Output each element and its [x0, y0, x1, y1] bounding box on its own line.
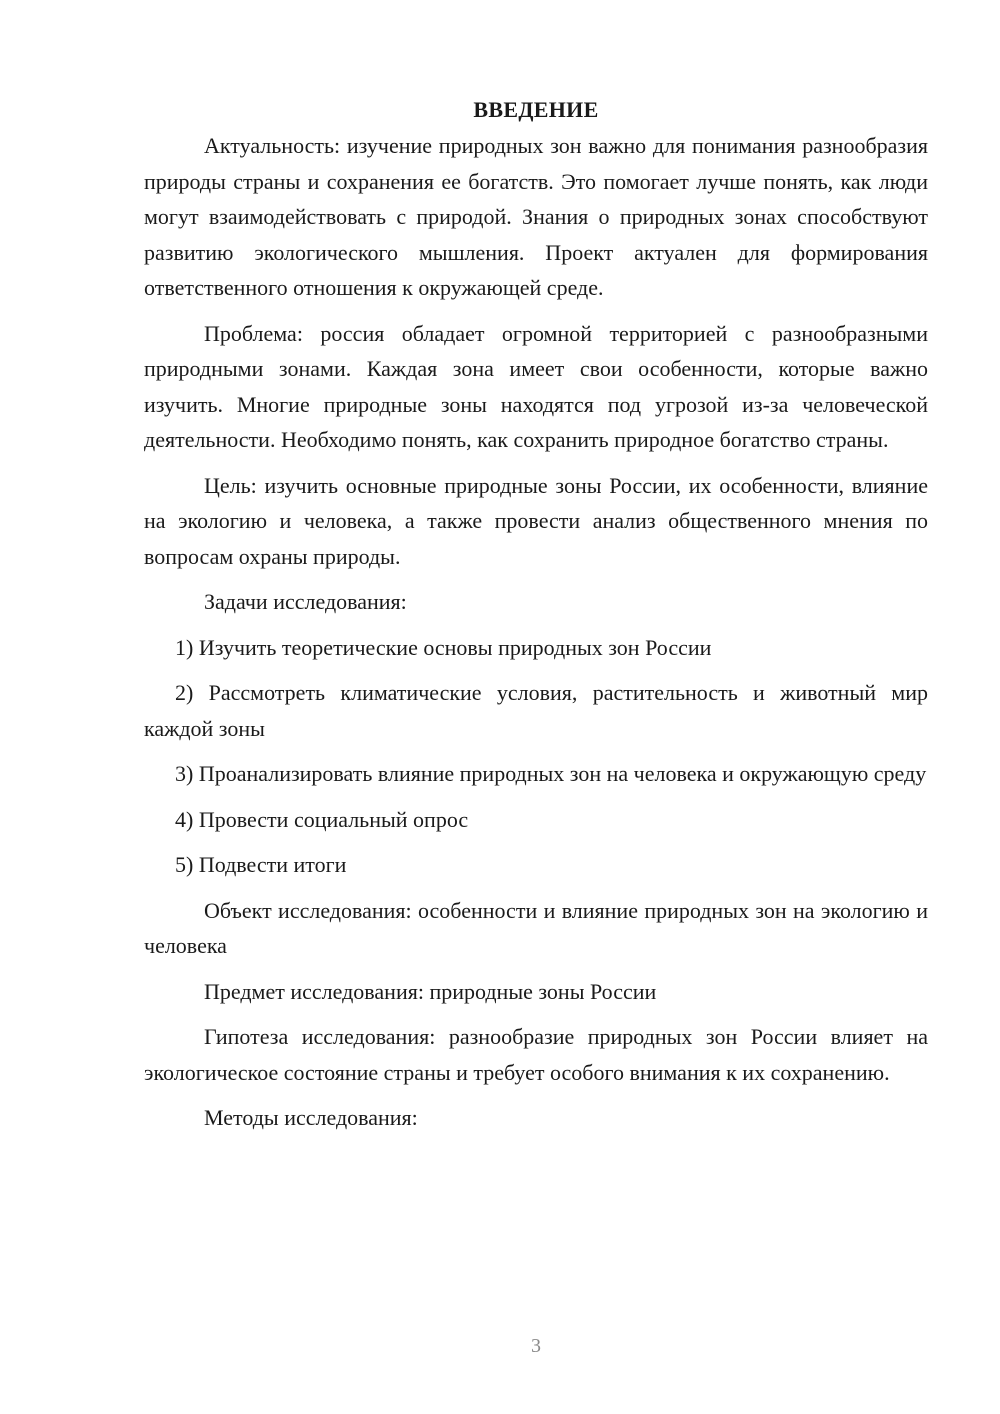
task-item-5: 5) Подвести итоги: [175, 852, 347, 877]
paragraph-methods-heading: Методы исследования:: [204, 1105, 418, 1130]
task-item-4: 4) Провести социальный опрос: [175, 806, 469, 832]
paragraph-goal: Цель: изучить основные природные зоны России, их особенности, влияние на экологию и человека, а также провести анализ общественного мнения по вопросам охраны природы.: [144, 472, 928, 569]
task-item-3: 3) Проанализировать влияние природных зон на человека и окружающую среду: [175, 761, 927, 786]
task-item-1: 1) Изучить теоретические основы природных зон России: [175, 634, 712, 660]
task-item-2: 2) Рассмотреть климатические условия, растительность и животный мир каждой зоны: [144, 680, 928, 741]
paragraph-relevance: Актуальность: изучение природных зон важно для понимания разнообразия природы страны и сохранения ее богатств. Это помогает лучше понять, как люди могут взаимодействовать с природой. Знания о природных зонах способствуют развитию экологического мышления. Проект актуален для формирования ответственного отношения к окружающей среде.: [144, 133, 928, 300]
paragraph-problem: Проблема: россия обладает огромной территорией с разнообразными природными зонами. Каждая зона имеет свои особенности, которые важно изучить. Многие природные зоны находятся под угрозой из-за человеческой деятельности. Необходимо понять, как сохранить природное богатство страны.: [144, 320, 928, 452]
paragraph-object: Объект исследования: особенности и влияние природных зон на экологию и человека: [144, 897, 928, 958]
paragraph-hypothesis: Гипотеза исследования: разнообразие природных зон России влияет на экологическое состояние страны и требует особого внимания к их сохранению.: [144, 1024, 928, 1085]
page-number: 3: [531, 1335, 541, 1357]
page-title: ВВЕДЕНИЕ: [473, 97, 599, 122]
paragraph-tasks-heading: Задачи исследования:: [204, 589, 407, 614]
paragraph-subject: Предмет исследования: природные зоны России: [204, 978, 657, 1004]
document-page: [144, 92, 928, 1146]
